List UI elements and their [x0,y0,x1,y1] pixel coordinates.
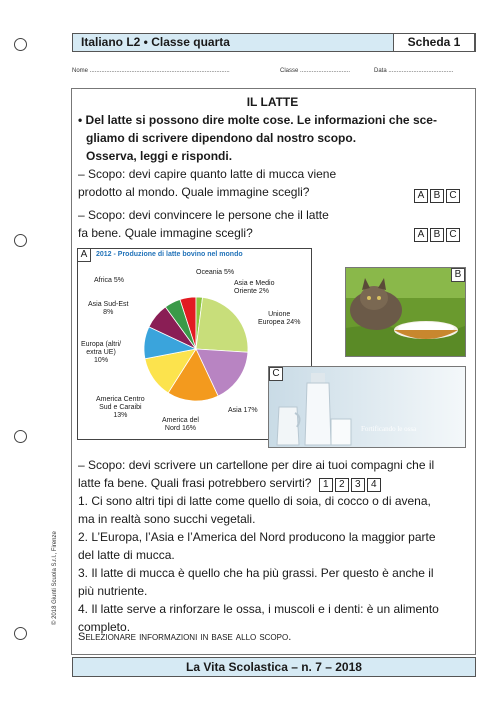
question-1-line: – Scopo: devi capire quanto latte di mucca viene [78,167,337,181]
label-line: 8% [103,309,114,316]
question-1-line: prodotto al mondo. Quale immagine scegli? [78,185,310,199]
image-b-kitten[interactable] [345,267,466,357]
choice-c[interactable]: C [446,228,460,242]
question-2-line: fa bene. Quale immagine scegli? [78,226,253,240]
sentence-2: 2. L’Europa, l’Asia e l’America del Nord producono la maggior parte [78,530,436,544]
intro-line: • Del latte si possono dire molte cose. Le informazioni che sce- [78,113,437,127]
slice-label-asia: Asia 17% [228,407,258,414]
question-2-line: – Scopo: devi convincere le persone che il latte [78,208,329,222]
choice-a[interactable]: A [414,189,428,203]
sentence-2: del latte di mucca. [78,548,175,562]
label-line: America Centro [96,396,145,403]
label-line: Europea 24% [258,319,301,326]
subject-title: Italiano L2 • Classe quarta [81,35,230,49]
sentence-4: 4. Il latte serve a rinforzare le ossa, i muscoli e i denti: è un alimento [78,602,439,616]
slice-label-sudest [88,301,128,317]
question-2-choices [412,224,460,242]
photo-caption: Fortificando le ossa [361,425,417,433]
milk-photo [269,367,465,447]
slice-label-asia-mo [234,280,274,296]
choice-c[interactable]: C [446,189,460,203]
sentence-3: più nutriente. [78,584,148,598]
sentence-number-boxes [317,476,381,490]
label-line: Asia Sud-Est [88,301,129,308]
header-bar [72,33,476,52]
sentence-1: ma in realtà sono succhi vegetali. [78,512,256,526]
image-c-milk[interactable] [268,366,466,448]
intro-line: gliamo di scrivere dipendono dal nostro scopo. [86,131,357,145]
image-tag-a: A [78,249,91,262]
choice-b[interactable]: B [430,189,444,203]
choice-b[interactable]: B [430,228,444,242]
label-line: Europa (altri/ [81,341,122,348]
sentence-1: 1. Ci sono altri tipi di latte come quello di soia, di cocco o di avena, [78,494,431,508]
slice-label-africa: Africa 5% [94,277,124,284]
question-1-choices [412,185,460,203]
label-line: Oriente 2% [234,288,270,295]
number-box-3[interactable]: 3 [351,478,365,492]
kitten-photo [346,268,465,356]
label-line: Nord 16% [164,425,197,432]
pie-slice-2 [196,297,248,352]
sentence-3: 3. Il latte di mucca è quello che ha più grassi. Per questo è anche il [78,566,434,580]
copyright: © 2018 Giunti Scuola S.r.l., Firenze [52,531,58,625]
label-line: extra UE) [86,349,116,356]
label-line: 13% [113,412,128,419]
label-line: Unione [268,311,291,318]
footer: La Vita Scolastica – n. 7 – 2018 [72,657,476,677]
date-field[interactable]: Data ....................................... [374,68,454,74]
label-line: Asia e Medio [234,280,275,287]
punch-hole [14,38,27,51]
choice-a[interactable]: A [414,228,428,242]
chart-title: 2012 - Produzione di latte bovino nel mondo [96,251,243,258]
punch-hole [14,627,27,640]
name-field[interactable]: Nome .................................................................................... [72,68,230,74]
number-box-2[interactable]: 2 [335,478,349,492]
sheet-label: Scheda 1 [393,33,475,52]
slice-label-europa [81,341,121,365]
question-3-line: – Scopo: devi scrivere un cartellone per dire ai tuoi compagni che il [78,458,435,472]
class-field[interactable]: Classe .............................. [280,68,351,74]
learning-objective: Selezionare informazioni in base allo scopo. [78,631,292,643]
intro-line: Osserva, leggi e rispondi. [86,149,233,163]
slice-label-oceania: Oceania 5% [196,269,235,276]
label-line: Sud e Caraibi [99,404,142,411]
label-line: America del [162,417,199,424]
slice-label-centro [96,396,145,420]
number-box-1[interactable]: 1 [319,478,333,492]
slice-label-ue [258,311,300,327]
slice-label-nord [162,417,199,433]
number-box-4[interactable]: 4 [367,478,381,492]
sentence-4: completo. [78,620,131,634]
punch-hole [14,234,27,247]
image-tag-c: C [269,367,283,381]
page-title: IL LATTE [246,95,299,109]
image-tag-b: B [451,268,465,282]
question-3-line: latte fa bene. Quali frasi potrebbero servirti? [78,476,312,490]
punch-hole [14,430,27,443]
label-line: 10% [94,357,109,364]
